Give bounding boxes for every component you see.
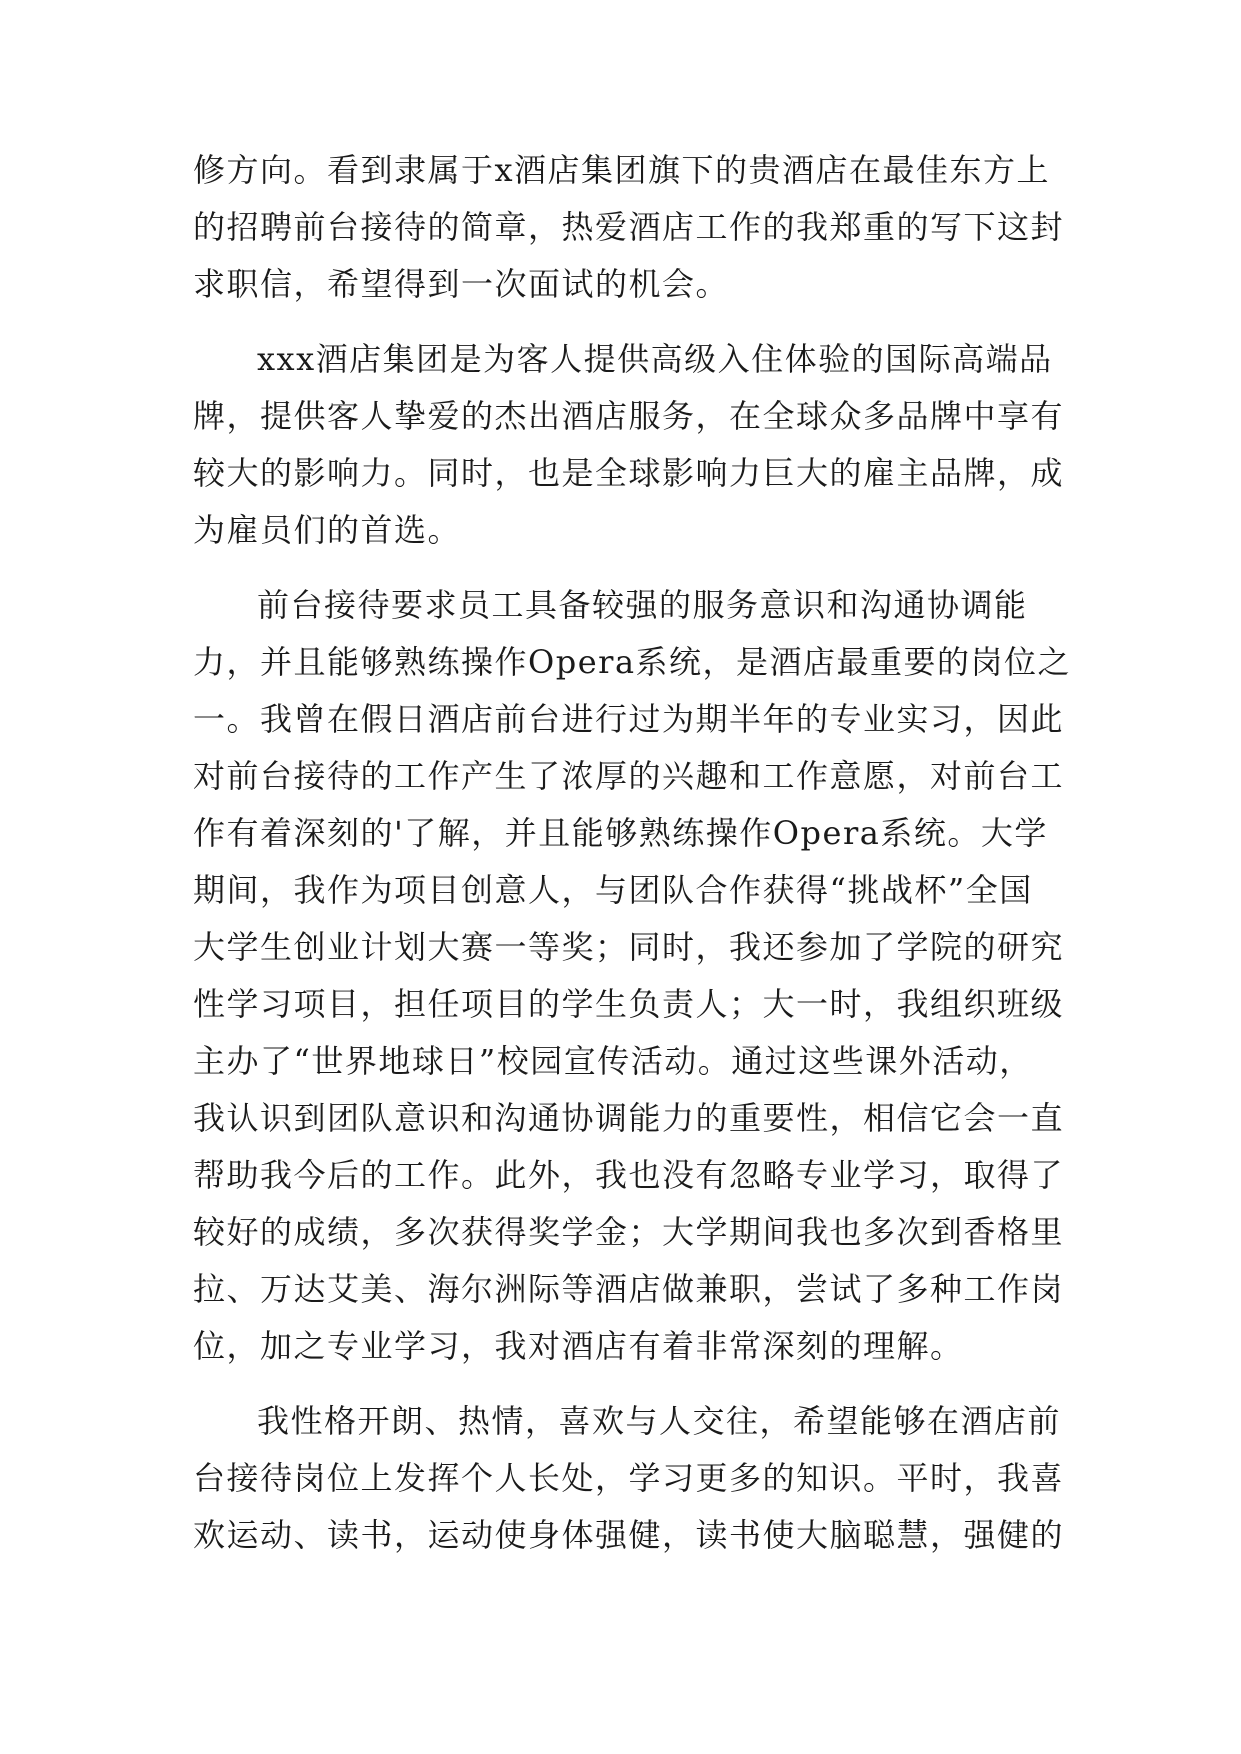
text-line: 对前台接待的工作产生了浓厚的兴趣和工作意愿，对前台工 <box>193 757 1065 795</box>
text-line: 作有着深刻的'了解，并且能够熟练操作Opera系统。大学 <box>193 814 1048 852</box>
text-line: 一。我曾在假日酒店前台进行过为期半年的专业实习，因此 <box>193 700 1065 738</box>
text-line: 性学习项目，担任项目的学生负责人；大一时，我组织班级 <box>193 985 1065 1023</box>
text-line: 欢运动、读书，运动使身体强健，读书使大脑聪慧，强健的 <box>193 1516 1065 1554</box>
text-line: 我认识到团队意识和沟通协调能力的重要性，相信它会一直 <box>193 1099 1065 1137</box>
text-line: 牌，提供客人挚爱的杰出酒店服务，在全球众多品牌中享有 <box>193 397 1065 435</box>
text-line: 较大的影响力。同时，也是全球影响力巨大的雇主品牌，成 <box>193 454 1065 492</box>
text-line: 力，并且能够熟练操作Opera系统，是酒店最重要的岗位之 <box>193 643 1072 681</box>
text-line: 期间，我作为项目创意人，与团队合作获得“挑战杯”全国 <box>193 871 1033 909</box>
text-line: 较好的成绩，多次获得奖学金；大学期间我也多次到香格里 <box>193 1213 1065 1251</box>
text-line: 求职信，希望得到一次面试的机会。 <box>193 265 730 303</box>
text-line: 大学生创业计划大赛一等奖；同时，我还参加了学院的研究 <box>193 928 1065 966</box>
text-line: 拉、万达艾美、海尔洲际等酒店做兼职，尝试了多种工作岗 <box>193 1270 1065 1308</box>
text-line: 修方向。看到隶属于x酒店集团旗下的贵酒店在最佳东方上 <box>193 151 1051 189</box>
text-line: 主办了“世界地球日”校园宣传活动。通过这些课外活动， <box>193 1042 1033 1080</box>
paragraph-first-line: xxx酒店集团是为客人提供高级入住体验的国际高端品 <box>257 340 1053 378</box>
paragraph-first-line: 我性格开朗、热情，喜欢与人交往，希望能够在酒店前 <box>257 1402 1062 1440</box>
text-line: 帮助我今后的工作。此外，我也没有忽略专业学习，取得了 <box>193 1156 1065 1194</box>
text-line: 的招聘前台接待的简章，热爱酒店工作的我郑重的写下这封 <box>193 208 1065 246</box>
text-line: 为雇员们的首选。 <box>193 511 462 549</box>
paragraph-first-line: 前台接待要求员工具备较强的服务意识和沟通协调能 <box>257 586 1028 624</box>
text-line: 位，加之专业学习，我对酒店有着非常深刻的理解。 <box>193 1327 964 1365</box>
text-line: 台接待岗位上发挥个人长处，学习更多的知识。平时，我喜 <box>193 1459 1065 1497</box>
